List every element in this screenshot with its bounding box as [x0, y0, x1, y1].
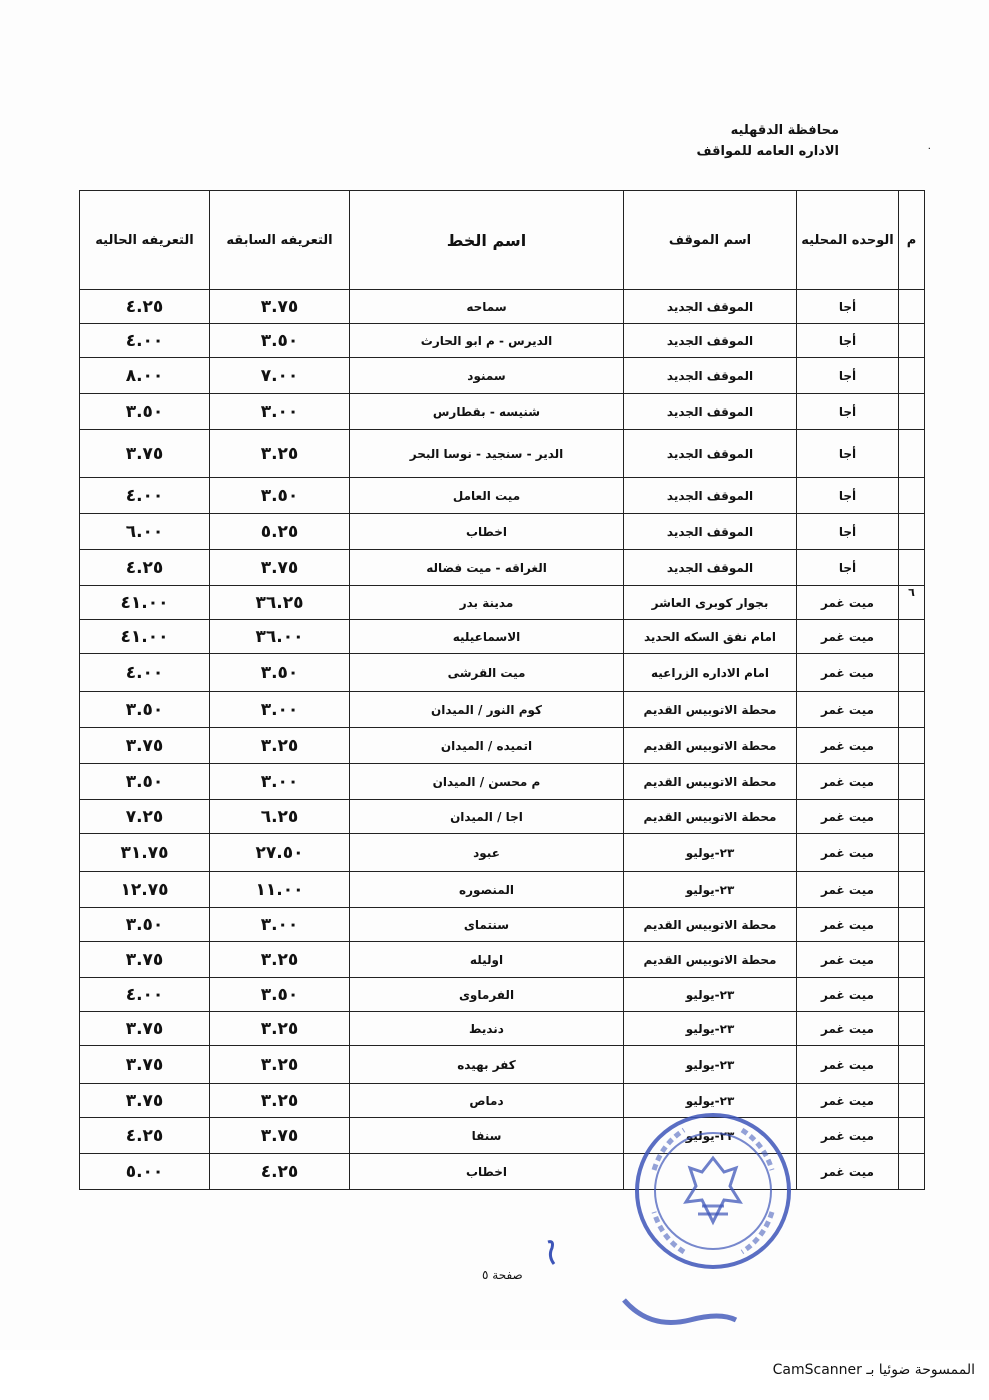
local-unit-cell: أجا: [797, 478, 899, 514]
line-name-cell: الفرماوى: [350, 978, 624, 1012]
local-unit-cell: أجا: [797, 290, 899, 324]
previous-fare-cell: ٧.٠٠: [210, 358, 350, 394]
table-header-row: [80, 191, 925, 290]
table-row: [80, 514, 925, 550]
previous-fare-cell: ٣.٠٠: [210, 692, 350, 728]
stop-name-cell: ٢٣-يوليو: [624, 1118, 797, 1154]
previous-fare-cell: ٣.٥٠: [210, 324, 350, 358]
line-name-cell: كفر بهيده: [350, 1046, 624, 1084]
current-fare-cell: ٣.٧٥: [80, 1046, 210, 1084]
stop-name-cell: الموقف الجديد: [624, 550, 797, 586]
local-unit-cell: ميت غمر: [797, 654, 899, 692]
local-unit-cell: ميت غمر: [797, 764, 899, 800]
header-local-unit: الوحده المحليه: [797, 191, 899, 290]
department-name: الاداره العامه للمواقف: [696, 144, 839, 159]
header-current-fare: التعريفه الحاليه: [80, 191, 210, 290]
official-seal: [632, 1110, 794, 1272]
local-unit-cell: أجا: [797, 358, 899, 394]
tariff-table: [79, 190, 925, 1190]
table-row: [80, 908, 925, 942]
line-name-cell: اتميده / الميدان: [350, 728, 624, 764]
stop-name-cell: امام نفق السكه الحديد: [624, 620, 797, 654]
serial-cell: [899, 1118, 925, 1154]
current-fare-cell: ٥.٠٠: [80, 1154, 210, 1190]
previous-fare-cell: ٣٦.٠٠: [210, 620, 350, 654]
current-fare-cell: ٣.٥٠: [80, 764, 210, 800]
serial-cell: [899, 1154, 925, 1190]
local-unit-cell: ميت غمر: [797, 1084, 899, 1118]
previous-fare-cell: ٣.٧٥: [210, 1118, 350, 1154]
current-fare-cell: ٤.٠٠: [80, 654, 210, 692]
previous-fare-cell: ٣.٧٥: [210, 290, 350, 324]
governorate-name: محافظة الدقهليه: [730, 123, 839, 138]
previous-fare-cell: ٣.٧٥: [210, 550, 350, 586]
blue-ink-mark: [542, 1238, 562, 1268]
serial-cell: [899, 1046, 925, 1084]
page-number: صفحة ٥: [482, 1268, 523, 1282]
local-unit-cell: ميت غمر: [797, 692, 899, 728]
serial-cell: [899, 764, 925, 800]
line-name-cell: دنديط: [350, 1012, 624, 1046]
serial-cell: [899, 358, 925, 394]
table-row: [80, 872, 925, 908]
table-row: [80, 290, 925, 324]
current-fare-cell: ٣.٥٠: [80, 692, 210, 728]
line-name-cell: اجا / الميدان: [350, 800, 624, 834]
line-name-cell: الدير - سنجيد - نوسا البحر: [350, 430, 624, 478]
local-unit-cell: ميت غمر: [797, 1154, 899, 1190]
local-unit-cell: ميت غمر: [797, 1012, 899, 1046]
document-header: [697, 120, 839, 162]
table-row: [80, 478, 925, 514]
stop-name-cell: ٢٣-يوليو: [624, 872, 797, 908]
previous-fare-cell: ٣.٢٥: [210, 942, 350, 978]
previous-fare-cell: ٣.٢٥: [210, 1012, 350, 1046]
stop-name-cell: الموقف الجديد: [624, 324, 797, 358]
current-fare-cell: ٦.٠٠: [80, 514, 210, 550]
stop-name-cell: الموقف الجديد: [624, 290, 797, 324]
line-name-cell: عبود: [350, 834, 624, 872]
line-name-cell: دماص: [350, 1084, 624, 1118]
serial-cell: [899, 478, 925, 514]
line-name-cell: الديرس - م ابو الحارث: [350, 324, 624, 358]
previous-fare-cell: ٣.٢٥: [210, 1084, 350, 1118]
serial-cell: ٦: [899, 586, 925, 620]
header-line-name: اسم الخط: [350, 191, 624, 290]
local-unit-cell: ميت غمر: [797, 1046, 899, 1084]
stop-name-cell: ٢٣-يوليو: [624, 1012, 797, 1046]
table-row: [80, 654, 925, 692]
local-unit-cell: أجا: [797, 394, 899, 430]
local-unit-cell: ميت غمر: [797, 800, 899, 834]
stop-name-cell: محطة الاتوبيس القديم: [624, 692, 797, 728]
previous-fare-cell: ٣.٥٠: [210, 478, 350, 514]
local-unit-cell: أجا: [797, 430, 899, 478]
serial-cell: [899, 324, 925, 358]
signature-swoosh: [620, 1290, 740, 1330]
table-row: [80, 324, 925, 358]
stop-name-cell: محطة الاتوبيس القديم: [624, 728, 797, 764]
serial-cell: [899, 834, 925, 872]
current-fare-cell: ٣.٧٥: [80, 942, 210, 978]
table-row: [80, 692, 925, 728]
current-fare-cell: ٣.٧٥: [80, 1084, 210, 1118]
current-fare-cell: ٣.٧٥: [80, 1012, 210, 1046]
local-unit-cell: ميت غمر: [797, 908, 899, 942]
previous-fare-cell: ٣.٠٠: [210, 394, 350, 430]
stop-name-cell: محطة الاتوبيس القديم: [624, 908, 797, 942]
serial-cell: [899, 978, 925, 1012]
table-row: [80, 800, 925, 834]
stop-name-cell: بجوار كوبرى العاشر: [624, 586, 797, 620]
stop-name-cell: الموقف الجديد: [624, 358, 797, 394]
previous-fare-cell: ٥.٢٥: [210, 514, 350, 550]
table-row: [80, 834, 925, 872]
serial-cell: [899, 908, 925, 942]
line-name-cell: شنيسه - بقطارس: [350, 394, 624, 430]
current-fare-cell: ٤.٠٠: [80, 478, 210, 514]
stop-name-cell: محطة الاتوبيس القديم: [624, 800, 797, 834]
local-unit-cell: أجا: [797, 550, 899, 586]
header-stop-name: اسم الموقف: [624, 191, 797, 290]
current-fare-cell: ٣.٥٠: [80, 908, 210, 942]
serial-cell: [899, 692, 925, 728]
table-row: [80, 430, 925, 478]
previous-fare-cell: ٤.٢٥: [210, 1154, 350, 1190]
table-row: [80, 358, 925, 394]
previous-fare-cell: ٦.٢٥: [210, 800, 350, 834]
line-name-cell: كوم النور / الميدان: [350, 692, 624, 728]
line-name-cell: سنفا: [350, 1118, 624, 1154]
table-body: [80, 290, 925, 1190]
table-row: [80, 764, 925, 800]
serial-cell: [899, 800, 925, 834]
stop-name-cell: امام الاداره الزراعيه: [624, 654, 797, 692]
current-fare-cell: ٤.٠٠: [80, 324, 210, 358]
line-name-cell: اخطاب: [350, 514, 624, 550]
stop-name-cell: ٢٣-يوليو: [624, 978, 797, 1012]
serial-cell: [899, 872, 925, 908]
current-fare-cell: ٤١.٠٠: [80, 620, 210, 654]
current-fare-cell: ٤١.٠٠: [80, 586, 210, 620]
previous-fare-cell: ٣.٥٠: [210, 654, 350, 692]
serial-cell: [899, 620, 925, 654]
serial-cell: [899, 430, 925, 478]
serial-cell: [899, 654, 925, 692]
table-row: [80, 1118, 925, 1154]
current-fare-cell: ٨.٠٠: [80, 358, 210, 394]
line-name-cell: اخطاب: [350, 1154, 624, 1190]
local-unit-cell: ميت غمر: [797, 872, 899, 908]
table-row: [80, 1046, 925, 1084]
stop-name-cell: الموقف الجديد: [624, 430, 797, 478]
line-name-cell: مدينة بدر: [350, 586, 624, 620]
local-unit-cell: ميت غمر: [797, 728, 899, 764]
local-unit-cell: أجا: [797, 514, 899, 550]
line-name-cell: سنتماى: [350, 908, 624, 942]
serial-cell: [899, 1084, 925, 1118]
current-fare-cell: ٤.٢٥: [80, 1118, 210, 1154]
previous-fare-cell: ٢٧.٥٠: [210, 834, 350, 872]
previous-fare-cell: ٣.٢٥: [210, 1046, 350, 1084]
stop-name-cell: ٢٣-يوليو: [624, 1046, 797, 1084]
previous-fare-cell: ٣.٠٠: [210, 764, 350, 800]
table-row: [80, 978, 925, 1012]
local-unit-cell: ميت غمر: [797, 978, 899, 1012]
previous-fare-cell: ٣.٢٥: [210, 728, 350, 764]
serial-cell: [899, 728, 925, 764]
serial-cell: [899, 514, 925, 550]
serial-cell: [899, 394, 925, 430]
table-row: [80, 728, 925, 764]
stop-name-cell: الموقف الجديد: [624, 478, 797, 514]
current-fare-cell: ١٢.٧٥: [80, 872, 210, 908]
current-fare-cell: ٧.٢٥: [80, 800, 210, 834]
local-unit-cell: ميت غمر: [797, 942, 899, 978]
line-name-cell: الغراقه - ميت فضاله: [350, 550, 624, 586]
line-name-cell: سمنود: [350, 358, 624, 394]
table-row: [80, 394, 925, 430]
local-unit-cell: أجا: [797, 324, 899, 358]
current-fare-cell: ٤.٢٥: [80, 290, 210, 324]
table-row: [80, 586, 925, 620]
current-fare-cell: ٣.٧٥: [80, 728, 210, 764]
line-name-cell: الاسماعيليه: [350, 620, 624, 654]
line-name-cell: اوليله: [350, 942, 624, 978]
current-fare-cell: ٣.٥٠: [80, 394, 210, 430]
stop-name-cell: محطة الاتوبيس القديم: [624, 764, 797, 800]
previous-fare-cell: ٣.٢٥: [210, 430, 350, 478]
previous-fare-cell: ٣.٥٠: [210, 978, 350, 1012]
previous-fare-cell: ١١.٠٠: [210, 872, 350, 908]
stop-name-cell: محطة الاتوبيس القديم: [624, 942, 797, 978]
stop-name-cell: الموقف الجديد: [624, 394, 797, 430]
serial-cell: [899, 1012, 925, 1046]
stop-name-cell: الموقف الجديد: [624, 514, 797, 550]
current-fare-cell: ٤.٢٥: [80, 550, 210, 586]
corner-mark: ٠: [926, 143, 932, 154]
line-name-cell: سماحه: [350, 290, 624, 324]
table-row: [80, 1012, 925, 1046]
table-row: [80, 620, 925, 654]
local-unit-cell: ميت غمر: [797, 834, 899, 872]
local-unit-cell: ميت غمر: [797, 586, 899, 620]
current-fare-cell: ٣١.٧٥: [80, 834, 210, 872]
header-serial: م: [899, 191, 925, 290]
table-row: [80, 1084, 925, 1118]
serial-cell: [899, 942, 925, 978]
serial-cell: [899, 550, 925, 586]
table-row: [80, 550, 925, 586]
line-name-cell: المنصوره: [350, 872, 624, 908]
line-name-cell: ميت العامل: [350, 478, 624, 514]
table-row: [80, 942, 925, 978]
previous-fare-cell: ٣٦.٢٥: [210, 586, 350, 620]
line-name-cell: م محسن / الميدان: [350, 764, 624, 800]
scanner-watermark: الممسوحة ضوئيا بـ CamScanner: [772, 1362, 975, 1378]
line-name-cell: ميت القرشى: [350, 654, 624, 692]
stop-name-cell: ٢٣-يوليو: [624, 834, 797, 872]
current-fare-cell: ٣.٧٥: [80, 430, 210, 478]
serial-cell: [899, 290, 925, 324]
current-fare-cell: ٤.٠٠: [80, 978, 210, 1012]
local-unit-cell: ميت غمر: [797, 1118, 899, 1154]
header-previous-fare: التعريفه السابقه: [210, 191, 350, 290]
stop-name-cell: ٢٣-يوليو: [624, 1084, 797, 1118]
previous-fare-cell: ٣.٠٠: [210, 908, 350, 942]
local-unit-cell: ميت غمر: [797, 620, 899, 654]
table-row: [80, 1154, 925, 1190]
